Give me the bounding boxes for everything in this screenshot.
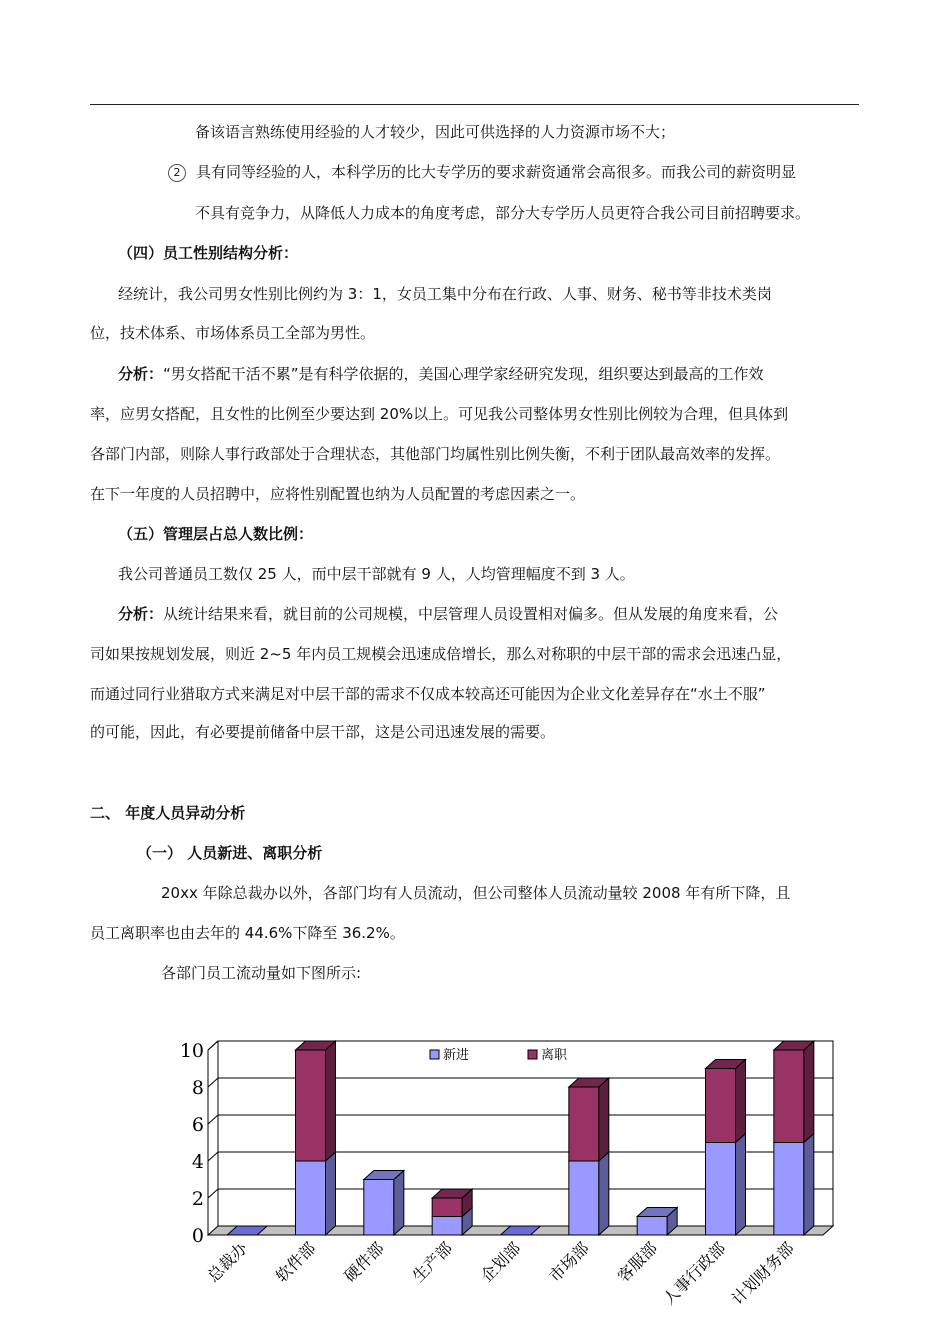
bar-new-hire <box>569 1161 599 1235</box>
bar-departure <box>432 1198 462 1217</box>
y-tick-label: 6 <box>191 1114 204 1136</box>
bar-new-hire <box>296 1161 326 1235</box>
text-line: 我公司普通员工数仅 25 人，而中层干部就有 9 人，人均管理幅度不到 3 人。 <box>118 565 635 583</box>
circled-number: 2 <box>168 164 186 182</box>
bar-departure <box>569 1087 599 1161</box>
y-tick-label: 0 <box>191 1225 204 1247</box>
bar-side <box>736 1060 746 1143</box>
text-line: 员工离职率也由去年的 44.6%下降至 36.2%。 <box>90 924 405 942</box>
analysis-label: 分析： <box>118 365 164 383</box>
legend-label: 新进 <box>443 1048 470 1063</box>
bar-new-hire <box>706 1143 736 1236</box>
y-tick-label: 10 <box>179 1040 204 1062</box>
bar-side <box>326 1041 336 1161</box>
bar-side <box>326 1152 336 1235</box>
bar-side <box>394 1171 404 1236</box>
text-line: 司如果按规划发展，则近 2~5 年内员工规模会迅速成倍增长，那么对称职的中层干部的需求会迅速凸显， <box>90 645 792 663</box>
bar-side <box>804 1134 814 1236</box>
text-line: 经统计，我公司男女性别比例约为 3：1，女员工集中分布在行政、人事、财务、秘书等非技术类岗 <box>118 285 772 303</box>
x-tick-label: 硬件部 <box>340 1238 388 1286</box>
legend-swatch <box>528 1050 537 1059</box>
x-tick-label: 市场部 <box>545 1238 593 1286</box>
bar-side <box>804 1041 814 1143</box>
bar-departure <box>296 1050 326 1161</box>
analysis-label: 分析： <box>118 605 164 623</box>
x-tick-label: 生产部 <box>408 1238 456 1286</box>
x-tick-label: 企划部 <box>476 1238 525 1286</box>
x-tick-label: 计划财务部 <box>727 1238 798 1309</box>
y-tick-label: 8 <box>191 1077 204 1099</box>
list-item-2 <box>168 162 796 182</box>
bar-new-hire <box>637 1217 667 1236</box>
bar-side <box>599 1078 609 1161</box>
text-line: 具有同等经验的人，本科学历的比大专学历的要求薪资通常会高很多。而我公司的薪资明显 <box>196 163 797 181</box>
bar-new-hire <box>364 1180 394 1236</box>
x-tick-label: 软件部 <box>271 1238 320 1286</box>
section-heading-2: 二、 年度人员异动分析 <box>90 804 246 822</box>
text-line: 20xx 年除总裁办以外，各部门均有人员流动，但公司整体人员流动量较 2008 年有所下降，且 <box>161 884 791 902</box>
bar-departure <box>706 1069 736 1143</box>
text-line: 而通过同行业猎取方式来满足对中层干部的需求不仅成本较高还可能因为企业文化差异存在“水土不服” <box>90 685 766 703</box>
x-tick-label: 客服部 <box>613 1238 661 1286</box>
text-line: 各部门员工流动量如下图所示: <box>161 964 362 982</box>
analysis-paragraph <box>118 364 764 384</box>
y-tick-label: 2 <box>191 1188 204 1210</box>
bar-new-hire <box>774 1143 804 1236</box>
text-line: 不具有竞争力，从降低人力成本的角度考虑，部分大专学历人员更符合我公司目前招聘要求。 <box>195 204 811 222</box>
legend-swatch <box>430 1050 439 1059</box>
bar-departure <box>774 1050 804 1143</box>
section-heading-4: （四）员工性别结构分析： <box>118 244 299 262</box>
x-tick-label: 总裁办 <box>203 1238 251 1286</box>
header-rule <box>90 104 859 105</box>
staff-flow-chart <box>178 1030 858 1335</box>
text-line: 在下一年度的人员招聘中，应将性别配置也纳为人员配置的考虑因素之一。 <box>90 485 586 503</box>
text-line: 的可能，因此，有必要提前储备中层干部，这是公司迅速发展的需要。 <box>90 723 556 741</box>
y-tick-label: 4 <box>191 1151 204 1173</box>
subsection-heading-1: （一） 人员新进、离职分析 <box>137 844 323 862</box>
x-tick-label: 人事行政部 <box>659 1238 730 1309</box>
text-line: “男女搭配干活不累”是有科学依据的，美国心理学家经研究发现，组织要达到最高的工作效 <box>163 365 764 383</box>
text-line: 率，应男女搭配，且女性的比例至少要达到 20%以上。可见我公司整体男女性别比例较为合理，但具体到 <box>90 405 789 423</box>
section-heading-5: （五）管理层占总人数比例： <box>118 525 314 543</box>
bar-side <box>599 1152 609 1235</box>
text-line: 各部门内部，则除人事行政部处于合理状态，其他部门均属性别比例失衡，不利于团队最高效率的发挥。 <box>90 445 781 463</box>
text-line: 从统计结果来看，就目前的公司规模，中层管理人员设置相对偏多。但从发展的角度来看，公 <box>163 605 779 623</box>
text-line: 位，技术体系、市场体系员工全部为男性。 <box>90 324 376 342</box>
bar-new-hire <box>432 1217 462 1236</box>
text-line: 备该语言熟练使用经验的人才较少，因此可供选择的人力资源市场不大； <box>195 123 676 141</box>
legend-label: 离职 <box>541 1048 568 1063</box>
bar-side <box>736 1134 746 1236</box>
analysis-paragraph <box>118 604 778 624</box>
